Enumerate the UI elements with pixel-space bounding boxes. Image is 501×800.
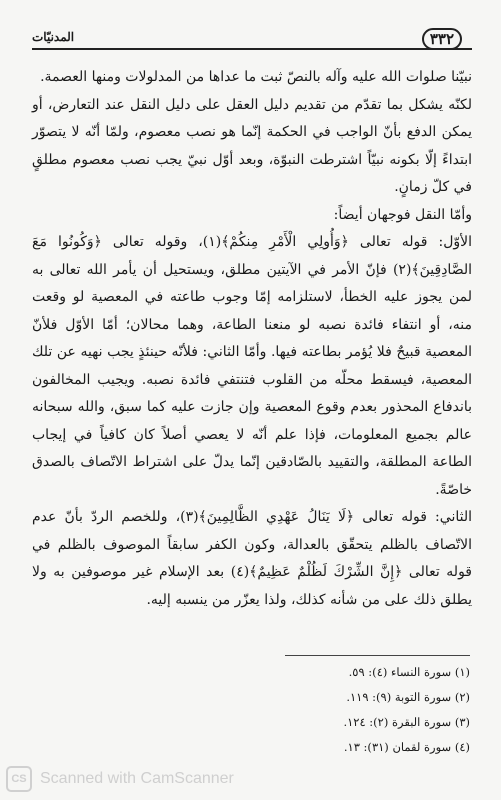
footnote-divider xyxy=(285,655,470,656)
paragraph: الأوّل: قوله تعالى ﴿وَأُولِي الْأَمْرِ مِنكُمْ﴾(١)، وقوله تعالى ﴿وَكُونُوا مَعَ الصَّادِقِينَ﴾(٢) فإنّ الأمر في الآيتين مطلق، ويستحيل أن يأمر الله تعالى به لمن يجوز عليه الخطأ، لاستلزامه إمّا وجوب طاعته في المعصية لو وقعت منه، أو انتفاء فائدة نصبه لو منعنا الطاعة، وهما محالان؛ أمّا الأوّل فلأنّ المعصية قبيحٌ فلا يُؤمر بطاعته فيها. وأمّا الثاني: فلأنّه حينئذٍ يجب نهيه عن تلك المعصية، فيسقط محلّه من القلوب فتنتفي فائدة نصبه. ويجيب المخالفون باندفاع المحذور بعدم وقوع المعصية وإن جازت عليه كما سبق، والله سبحانه عالم بجميع المعلومات، فإذا علم أنّه لا يعصي أصلاً كان كافياً في إيجاب الطاعة المطلقة، والتقييد بالصّادقين إنّما يدلّ على اشتراط الاتّصاف بالصدق خاصّةً. xyxy=(32,234,473,498)
footnote: (١) سورة النساء (٤): ٥٩. xyxy=(348,665,470,679)
paragraph: وأمّا النقل فوجهان أيضاً: xyxy=(333,206,472,223)
footnotes xyxy=(230,660,470,760)
camscanner-watermark xyxy=(0,758,501,800)
paragraph: الثاني: قوله تعالى ﴿لَا يَنَالُ عَهْدِي الظَّالِمِينَ﴾(٣)، وللخصم الردّ بأنّ عدم الاتّصاف بالظلم يتحقّق بالعدالة، وكون الكفر سابقاً الموصوف بالظلم في قوله تعالى ﴿إِنَّ الشِّرْكَ لَظُلْمٌ عَظِيمٌ﴾(٤) بعد الإسلام غير موصوفين به ولا يطلق ذلك على من شأنه كذلك، ولذا يعزّر من ينسبه إليه. xyxy=(32,509,473,608)
body-text xyxy=(32,64,472,614)
camscanner-logo-icon: CS xyxy=(6,766,32,792)
running-title: المدنيّات xyxy=(32,30,80,44)
page-number: ٣٣٢ xyxy=(422,28,462,50)
header-rule xyxy=(32,48,472,50)
footnote: (٣) سورة البقرة (٢): ١٢٤. xyxy=(343,715,470,729)
paragraph: نبيّنا صلوات الله عليه وآله بالنصّ ثبت ما عداها من المدلولات ومنها العصمة. xyxy=(40,69,472,85)
page-header xyxy=(32,28,472,56)
paragraph: لكنّه يشكل بما تقدّم من تقديم دليل العقل على دليل النقل عند التعارض، أو يمكن الدفع بأنّ الواجب في الحكمة إنّما هو نصب معصوم، ولمّا أنّه لا يتصوّر ابتداءً إلّا بكونه نبيّاً اشترطت النبوّة، وبعد أوّل نبيّ يجب نصب معصوم مطلقٍ في كلّ زمانٍ. xyxy=(32,96,472,195)
footnote: (٢) سورة التوبة (٩): ١١٩. xyxy=(346,690,470,704)
watermark-text: Scanned with CamScanner xyxy=(40,770,234,787)
footnote: (٤) سورة لقمان (٣١): ١٣. xyxy=(343,740,470,754)
